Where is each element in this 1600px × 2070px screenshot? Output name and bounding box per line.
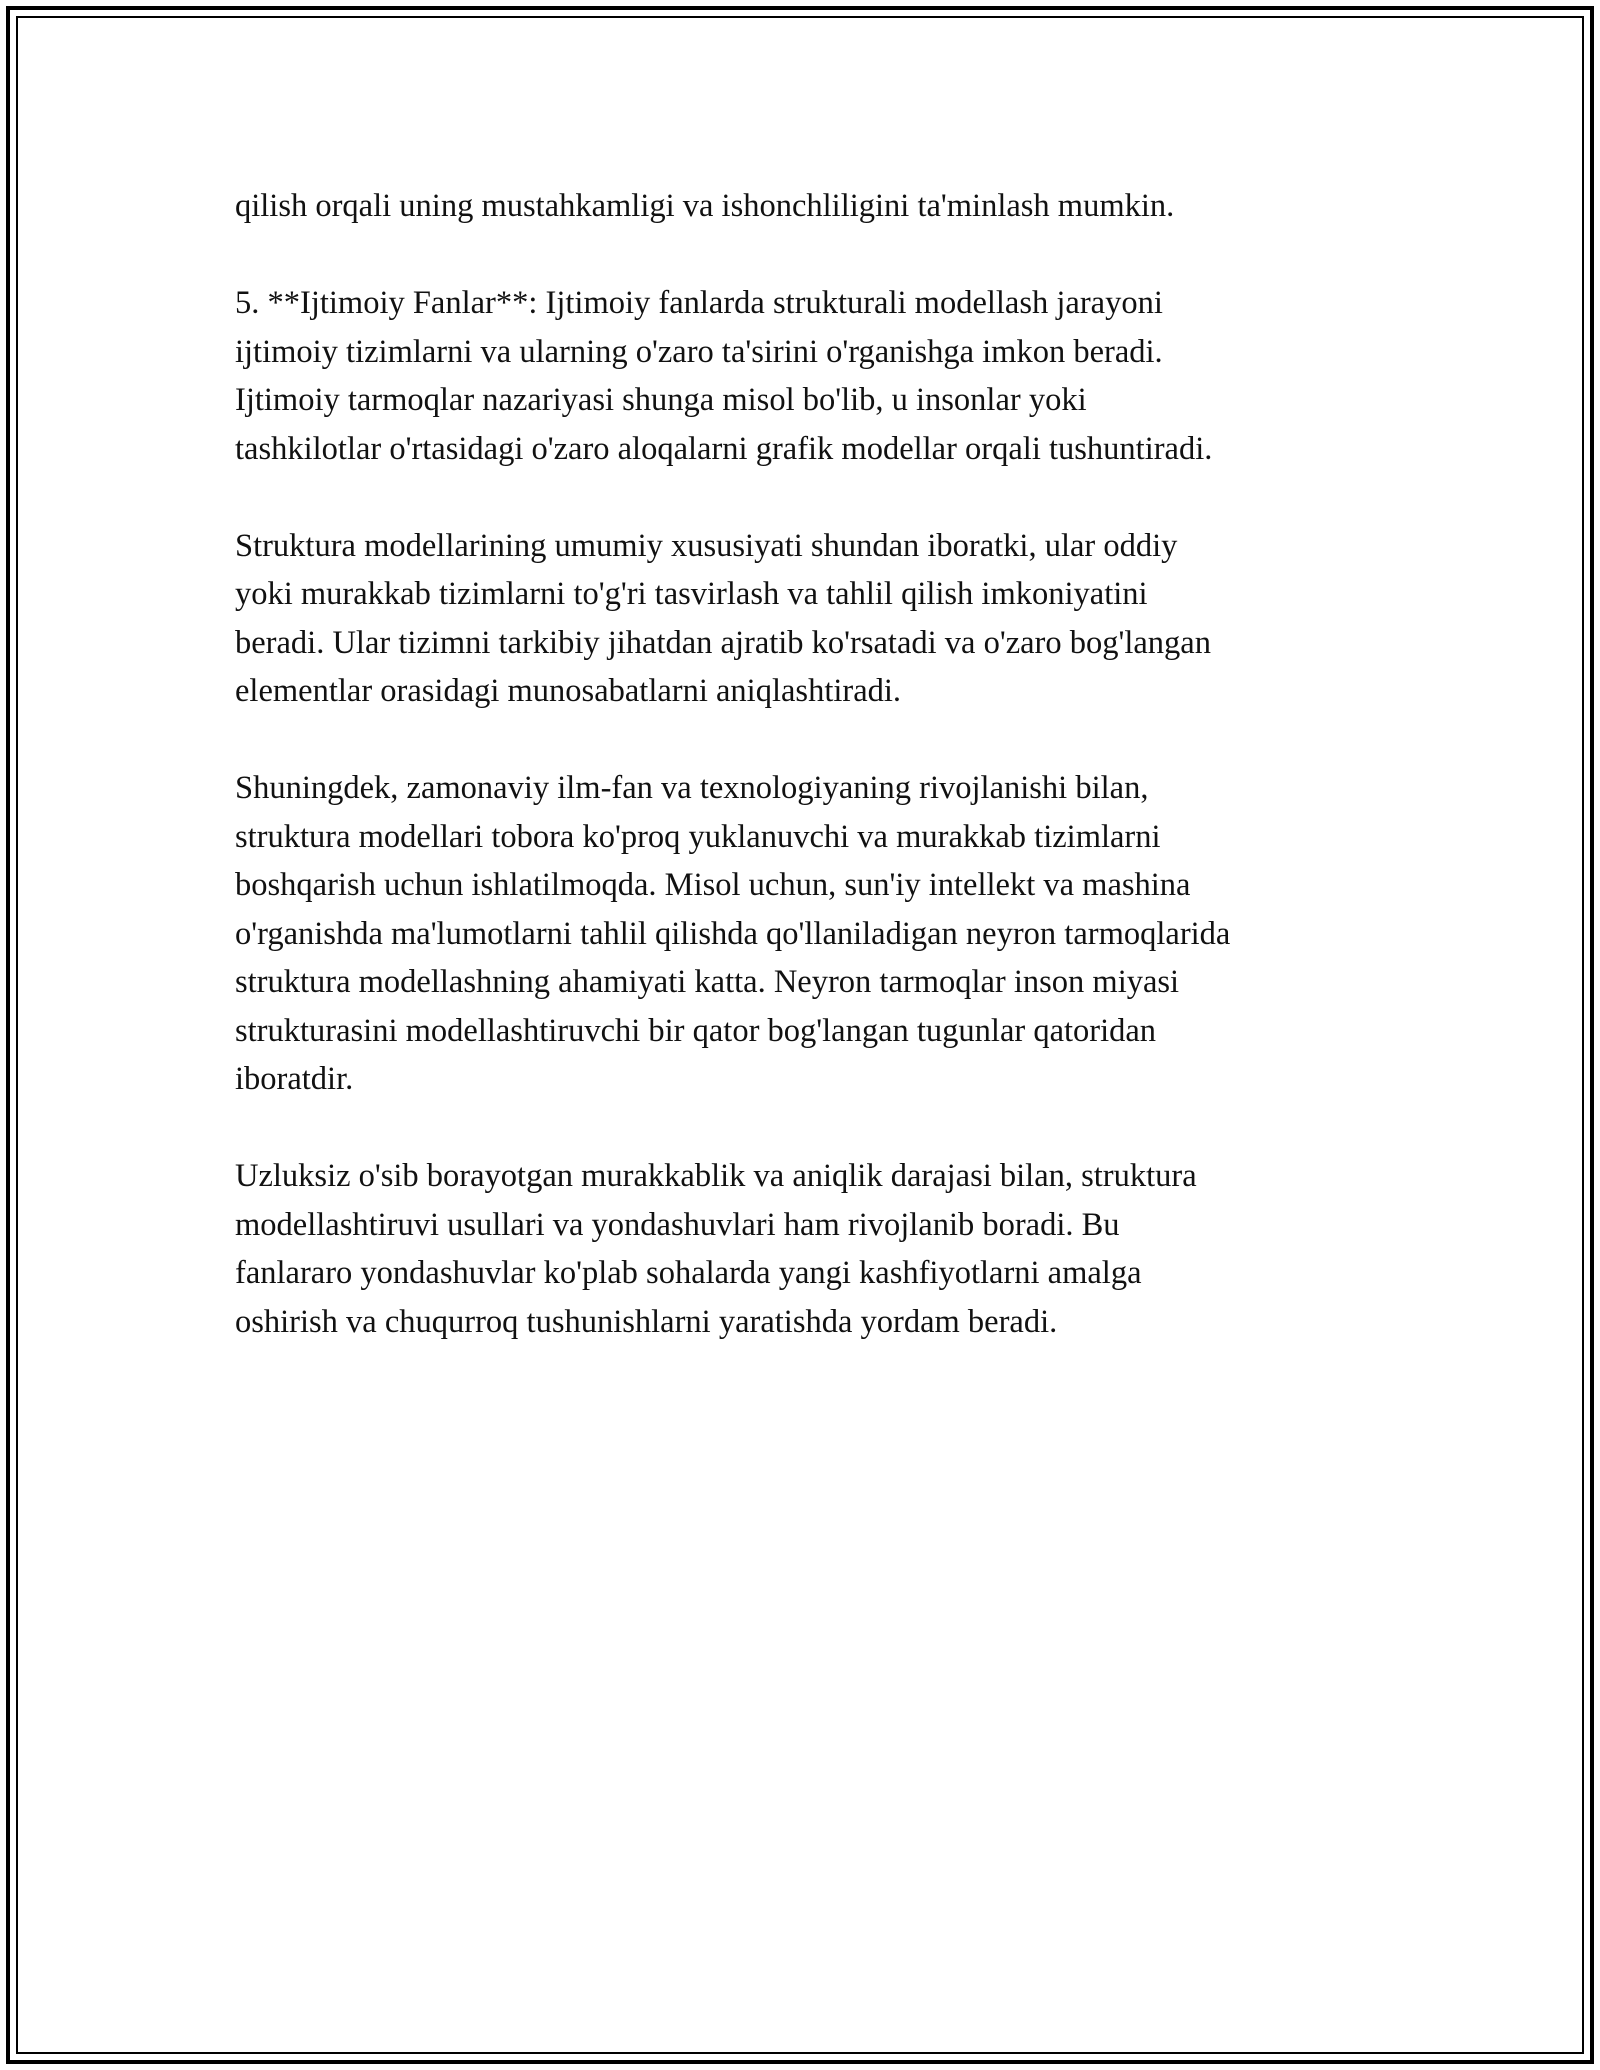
paragraph-continuation: qilish orqali uning mustahkamligi va ishonchliligini ta'minlash mumkin. xyxy=(235,188,1175,224)
paragraph-modern-applications: Shuningdek, zamonaviy ilm-fan va texnologiyaning rivojlanishi bilan, struktura modellari tobora ko'proq yuklanuvchi va murakkab tizimlarni boshqarish uchun ishlatilmoqda. Misol uchun, sun'iy intellekt va mashina o'rganishda ma'lumotlarni tahlil qilishda qo'llaniladigan neyron tarmoqlarida struktura modellashning ahamiyati katta. Neyron tarmoqlar inson miyasi strukturasini modellashtiruvchi bir qator bog'langan tugunlar qatoridan iboratdir. xyxy=(235,770,1231,1097)
paragraph-conclusion: Uzluksiz o'sib borayotgan murakkablik va aniqlik darajasi bilan, struktura modellashtiruvi usullari va yondashuvlari ham rivojlanib boradi. Bu fanlararo yondashuvlar ko'plab sohalarda yangi kashfiyotlarni amalga oshirish va chuqurroq tushunishlarni yaratishda yordam beradi. xyxy=(235,1158,1197,1340)
document-body xyxy=(235,182,1365,1395)
paragraph-social-sciences: 5. **Ijtimoiy Fanlar**: Ijtimoiy fanlarda strukturali modellash jarayoni ijtimoiy tizimlarni va ularning o'zaro ta'sirini o'rganishga imkon beradi. Ijtimoiy tarmoqlar nazariyasi shunga misol bo'lib, u insonlar yoki tashkilotlar o'rtasidagi o'zaro aloqalarni grafik modellar orqali tushuntiradi. xyxy=(235,285,1213,467)
paragraph-common-properties: Struktura modellarining umumiy xususiyati shundan iboratki, ular oddiy yoki murakkab tizimlarni to'g'ri tasvirlash va tahlil qilish imkoniyatini beradi. Ular tizimni tarkibiy jihatdan ajratib ko'rsatadi va o'zaro bog'langan elementlar orasidagi munosabatlarni aniqlashtiradi. xyxy=(235,527,1211,709)
